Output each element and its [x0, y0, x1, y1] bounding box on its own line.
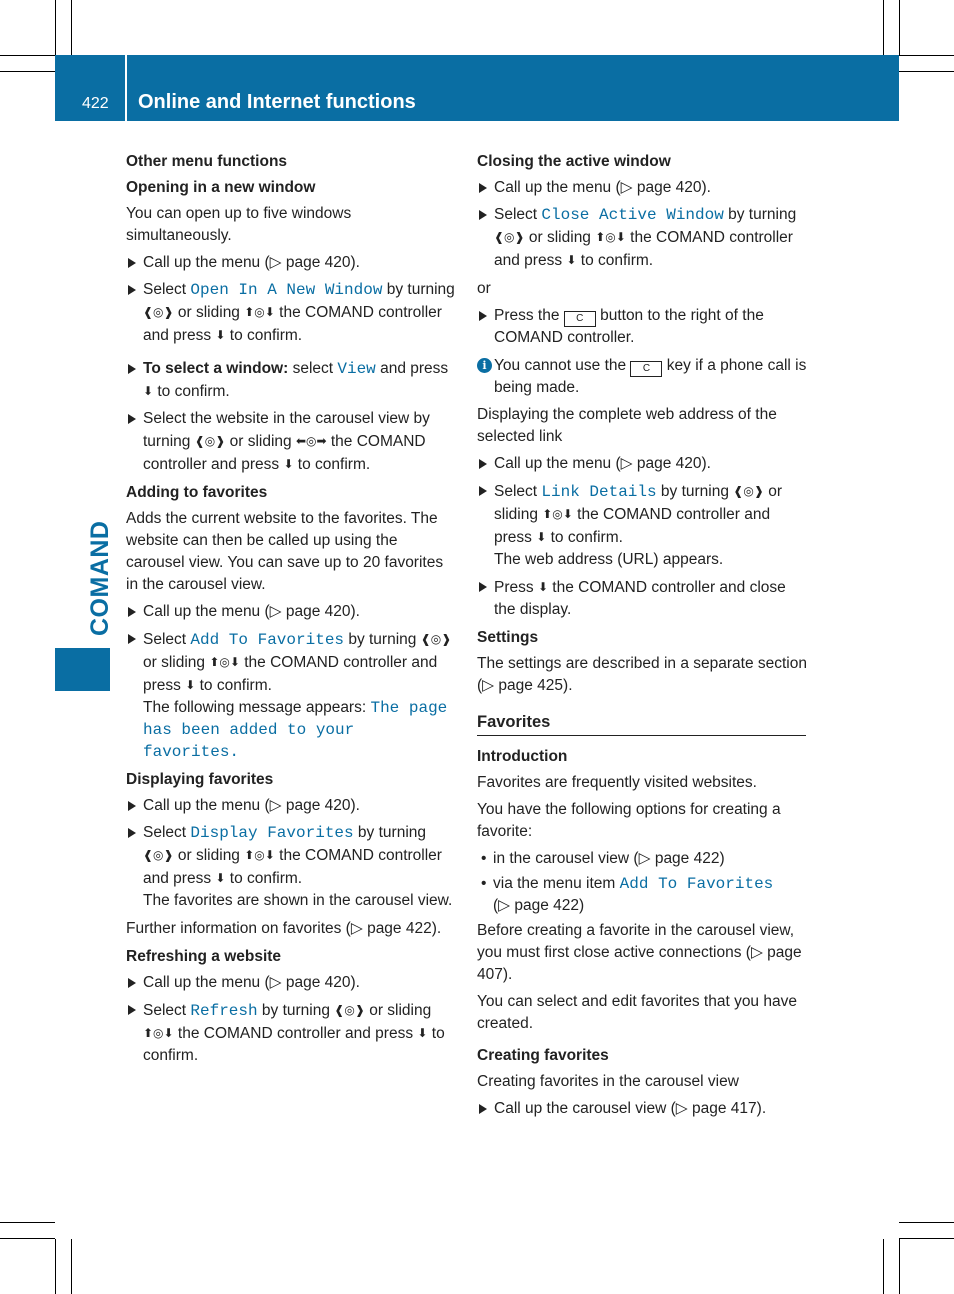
press-controller-icon: ⬇: [537, 580, 548, 594]
info-note: i You cannot use the C key if a phone call is being made.: [477, 355, 809, 399]
crop-mark: [883, 0, 884, 55]
chapter-label: COMAND: [86, 520, 114, 636]
press-controller-icon: ⬇: [215, 328, 226, 342]
note: The web address (URL) appears.: [494, 551, 724, 568]
turn-controller-icon: ❰◎❱: [194, 434, 226, 448]
heading: Closing the active window: [477, 153, 671, 170]
paragraph: Further information on favorites (▷ page 422).: [126, 920, 442, 937]
heading: Creating favorites: [477, 1047, 609, 1064]
heading: Adding to favorites: [126, 484, 268, 501]
turn-controller-icon: ❰◎❱: [494, 230, 525, 244]
turn-controller-icon: ❰◎❱: [143, 848, 174, 862]
slide-controller-icon: ⬆◎⬇: [209, 655, 240, 669]
crop-mark: [55, 1239, 56, 1294]
list-item: • in the carousel view (▷ page 422): [477, 848, 809, 870]
section-title: Online and Internet functions: [138, 91, 416, 113]
menu-item: Refresh: [190, 1002, 258, 1020]
page-header: [55, 55, 899, 121]
paragraph: You have the following options for creating a favorite:: [477, 801, 781, 840]
press-controller-icon: ⬇: [215, 871, 226, 885]
step: Select the website in the carousel view by turning ❰◎❱ or sliding ⬅◎➡ the COMAND controller and press ⬇ to confirm.: [126, 408, 458, 476]
slide-left-right-icon: ⬅◎➡: [295, 434, 327, 448]
slide-controller-icon: ⬆◎⬇: [244, 848, 275, 862]
press-controller-icon: ⬇: [566, 253, 577, 267]
paragraph: Favorites are frequently visited websites.: [477, 774, 757, 791]
crop-mark: [899, 1239, 900, 1294]
heading: Opening in a new window: [126, 179, 316, 196]
menu-item: Open In A New Window: [190, 281, 383, 299]
slide-controller-icon: ⬆◎⬇: [143, 1026, 174, 1040]
heading: Refreshing a website: [126, 948, 282, 965]
section-heading: Favorites: [477, 711, 806, 736]
crop-mark: [71, 0, 72, 55]
step: Select Open In A New Window by turning ❰◎❱ or sliding ⬆◎⬇ the COMAND controller and press ⬇ to confirm.: [126, 279, 458, 347]
slide-controller-icon: ⬆◎⬇: [595, 230, 626, 244]
menu-item: Link Details: [541, 483, 657, 501]
press-controller-icon: ⬇: [185, 678, 196, 692]
paragraph: or: [477, 280, 491, 297]
crop-mark: [55, 0, 56, 55]
step: Call up the menu (▷ page 420).: [126, 795, 458, 817]
back-key-icon: C: [564, 311, 596, 327]
step: Select Display Favorites by turning ❰◎❱ or sliding ⬆◎⬇ the COMAND controller and press ⬇ to confirm.: [126, 822, 458, 890]
paragraph: You can select and edit favorites that you have created.: [477, 993, 797, 1032]
turn-controller-icon: ❰◎❱: [143, 305, 174, 319]
step: Press ⬇ the COMAND controller and close the display.: [477, 576, 809, 621]
crop-mark: [899, 0, 900, 55]
list-item: • via the menu item Add To Favorites (▷ page 422): [477, 873, 809, 917]
menu-item: Display Favorites: [190, 824, 354, 842]
right-column: [477, 151, 809, 1125]
crop-mark: [899, 1238, 954, 1239]
press-controller-icon: ⬇: [143, 384, 154, 398]
step: Select Link Details by turning ❰◎❱ or sliding ⬆◎⬇ the COMAND controller and press ⬇ to confirm.: [477, 480, 809, 549]
step: Call up the carousel view (▷ page 417).: [477, 1098, 809, 1120]
step: Call up the menu (▷ page 420).: [477, 453, 809, 475]
paragraph: Adds the current website to the favorites. The website can then be called up using the carousel view. You can save up to 20 favorites in the carousel view.: [126, 510, 444, 593]
slide-controller-icon: ⬆◎⬇: [244, 305, 275, 319]
step: Call up the menu (▷ page 420).: [477, 177, 809, 199]
paragraph: You can open up to five windows simultaneously.: [126, 205, 352, 244]
paragraph: Displaying the complete web address of the selected link: [477, 406, 777, 445]
crop-mark: [0, 1222, 55, 1223]
info-icon: i: [477, 358, 492, 373]
step: Call up the menu (▷ page 420).: [126, 972, 458, 994]
crop-mark: [899, 55, 954, 56]
crop-mark: [0, 1238, 55, 1239]
heading: Introduction: [477, 748, 568, 765]
note: The following message appears: The page has been added to your favorites.: [143, 699, 448, 761]
step: Call up the menu (▷ page 420).: [126, 601, 458, 623]
side-tab-marker: [55, 648, 110, 691]
crop-mark: [0, 71, 55, 72]
press-controller-icon: ⬇: [417, 1026, 428, 1040]
note: The favorites are shown in the carousel view.: [143, 892, 453, 909]
page-number: 422: [82, 95, 109, 112]
step: Select Add To Favorites by turning ❰◎❱ or sliding ⬆◎⬇ the COMAND controller and press ⬇ to confirm.: [126, 628, 458, 697]
menu-item: View: [337, 360, 376, 378]
turn-controller-icon: ❰◎❱: [420, 632, 452, 646]
crop-mark: [899, 71, 954, 72]
crop-mark: [883, 1239, 884, 1294]
heading: Displaying favorites: [126, 771, 274, 788]
heading: Settings: [477, 629, 539, 646]
paragraph: The settings are described in a separate section (▷ page 425).: [477, 655, 807, 694]
step: Call up the menu (▷ page 420).: [126, 252, 458, 274]
back-key-icon: C: [630, 361, 662, 377]
step: Select Refresh by turning ❰◎❱ or sliding ⬆◎⬇ the COMAND controller and press ⬇ to confirm.: [126, 999, 458, 1067]
slide-controller-icon: ⬆◎⬇: [542, 507, 573, 521]
turn-controller-icon: ❰◎❱: [334, 1003, 365, 1017]
menu-item: Close Active Window: [541, 206, 724, 224]
paragraph: Creating favorites in the carousel view: [477, 1073, 739, 1090]
press-controller-icon: ⬇: [283, 457, 294, 471]
turn-controller-icon: ❰◎❱: [733, 484, 764, 498]
heading: Other menu functions: [126, 153, 288, 170]
step: Press the C button to the right of the COMAND controller.: [477, 305, 809, 349]
crop-mark: [899, 1222, 954, 1223]
menu-item: Add To Favorites: [190, 631, 345, 649]
message-text: The page has been added to your favorites.: [143, 699, 448, 761]
step: Select Close Active Window by turning ❰◎❱ or sliding ⬆◎⬇ the COMAND controller and press ⬇ to confirm.: [477, 204, 809, 272]
menu-item: Add To Favorites: [619, 875, 774, 893]
crop-mark: [71, 1239, 72, 1294]
paragraph: Before creating a favorite in the carousel view, you must first close active connections (▷ page 407).: [477, 922, 802, 983]
header-divider: [125, 55, 127, 121]
left-column: [126, 151, 458, 1072]
step: To select a window: select View and press ⬇ to confirm.: [126, 358, 458, 403]
crop-mark: [0, 55, 55, 56]
press-controller-icon: ⬇: [536, 530, 547, 544]
